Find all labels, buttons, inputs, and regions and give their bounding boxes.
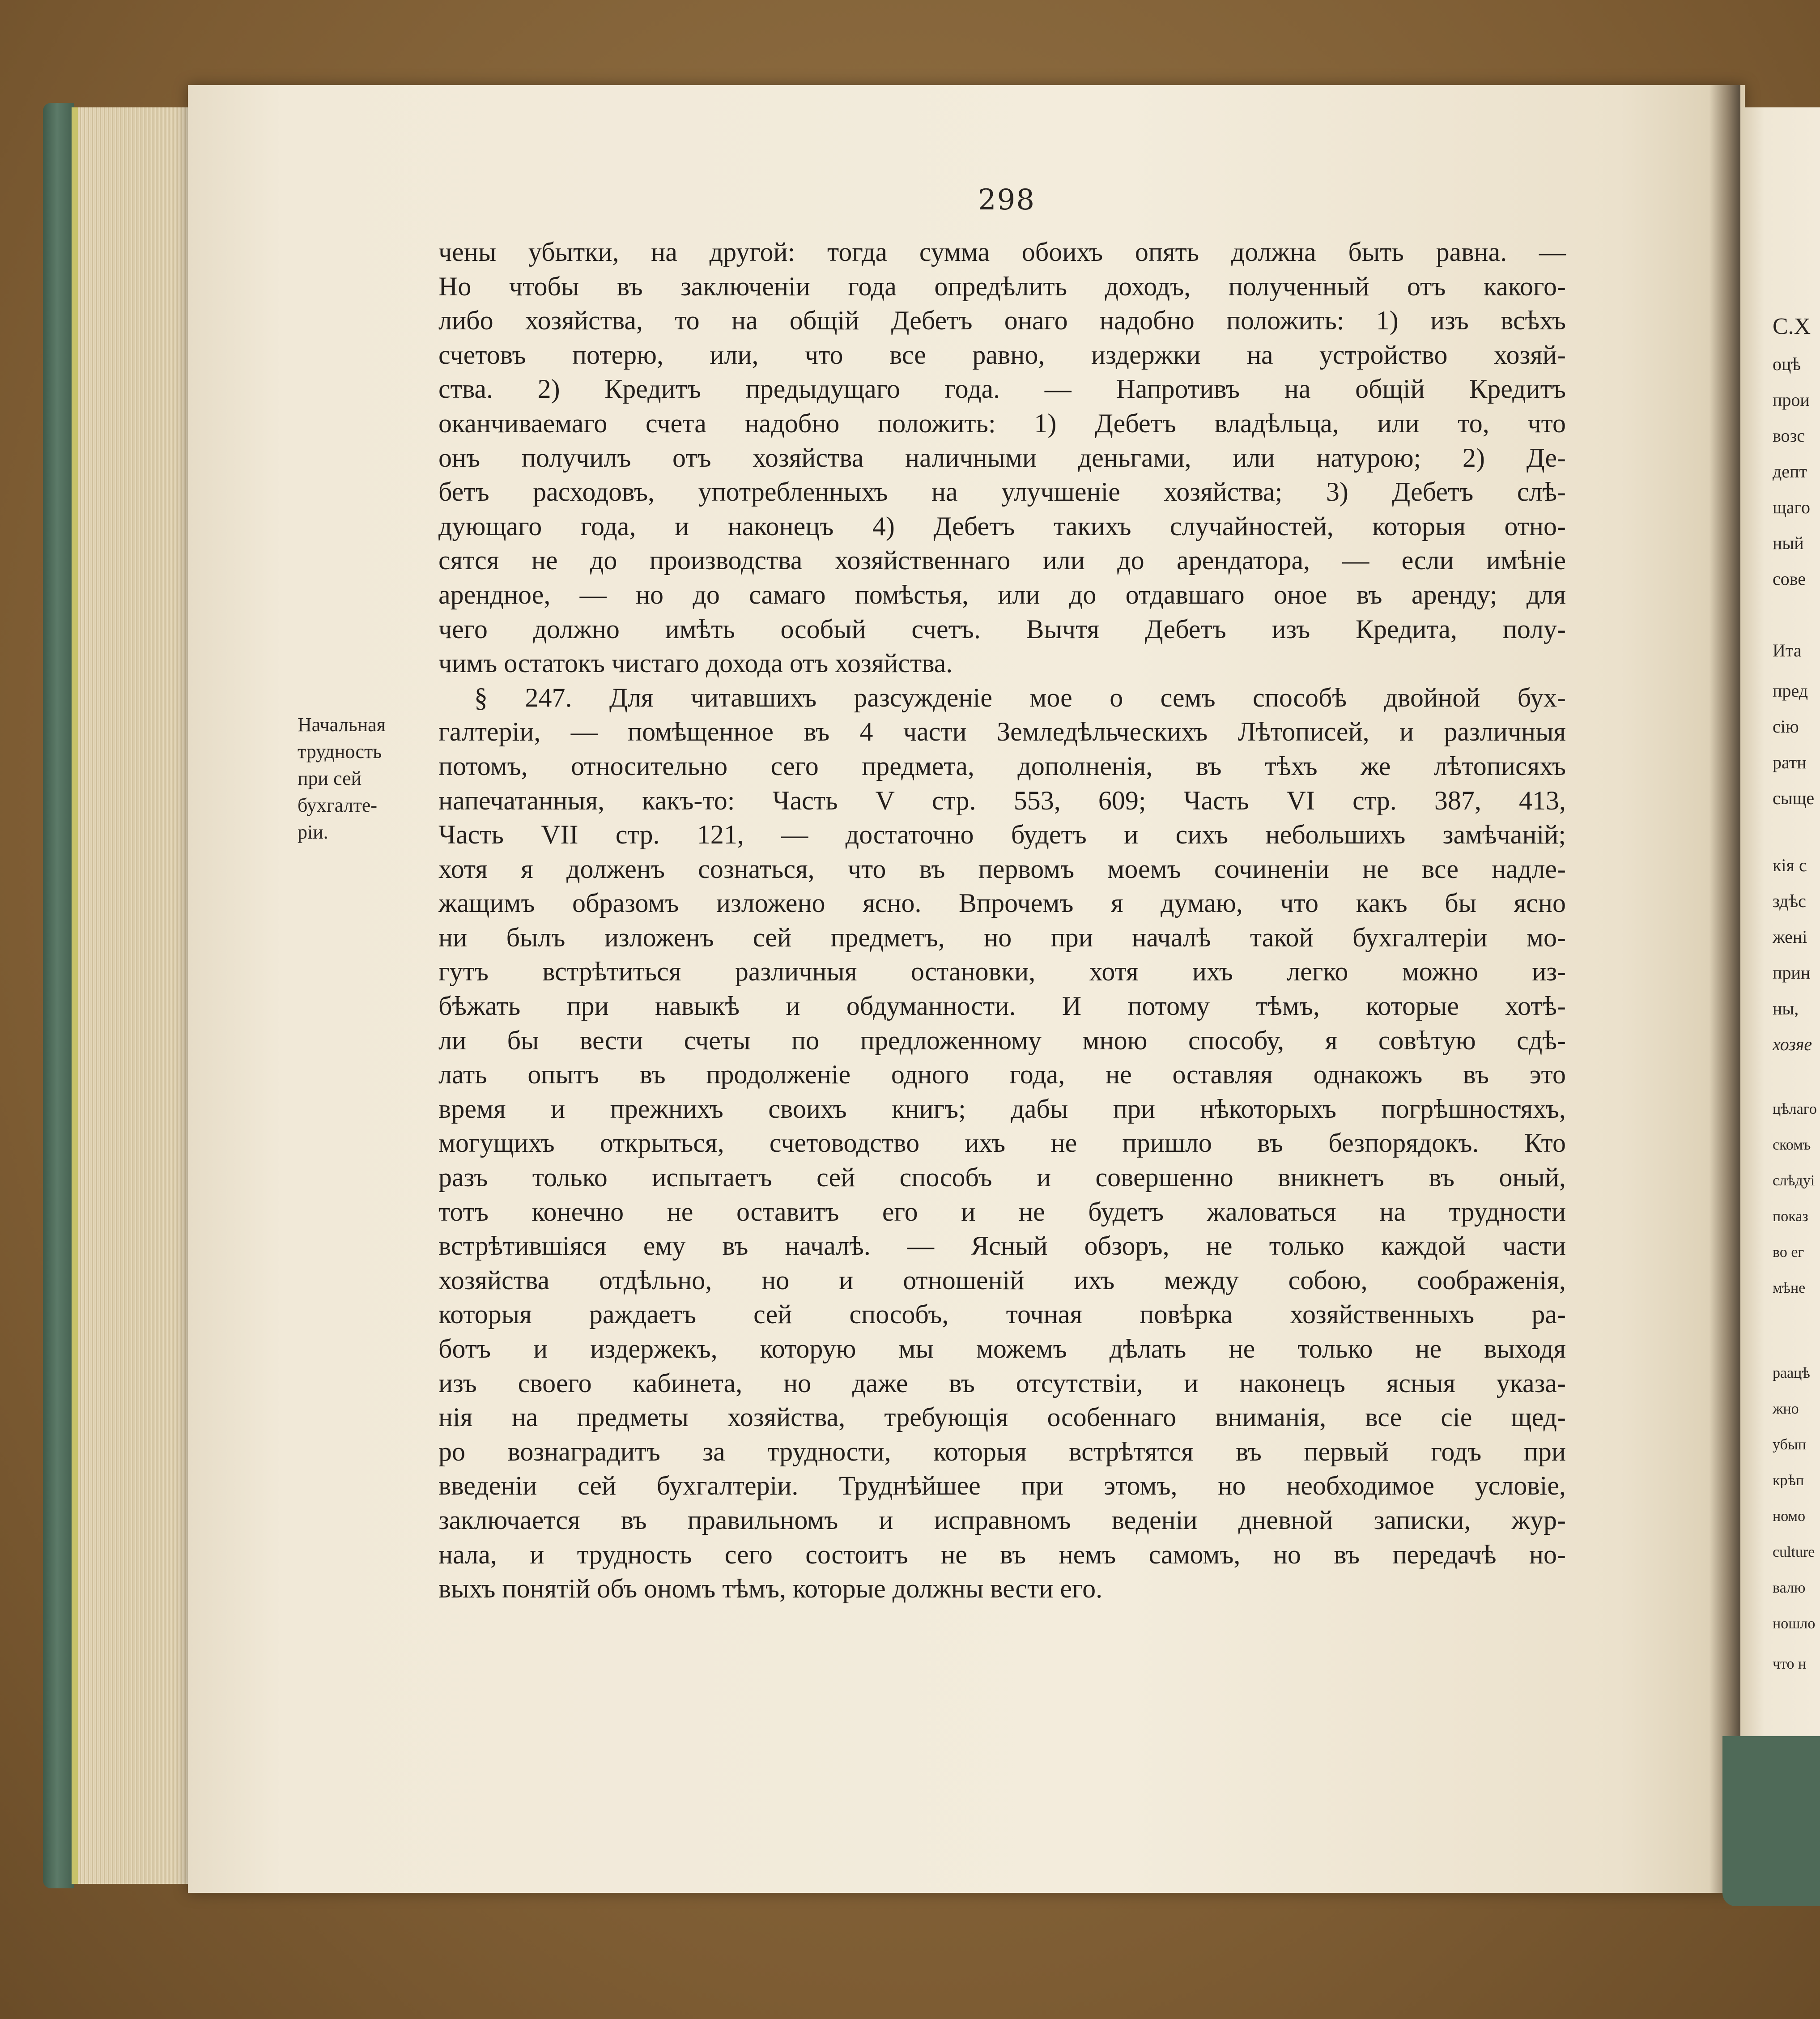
text-line: жащимъ образомъ изложено ясно. Впрочемъ я думаю, что какъ бы ясно: [438, 888, 1566, 918]
text-line: Часть VII стр. 121, — достаточно будетъ и сихъ небольшихъ замѣчаній;: [438, 820, 1566, 850]
margin-note-line: Начальная: [298, 714, 386, 736]
right-fragment: возс: [1773, 426, 1805, 446]
text-line: тотъ конечно не оставитъ его и не будетъ жаловаться на трудности: [438, 1197, 1566, 1227]
right-fragment: щаго: [1773, 497, 1810, 517]
text-line: сятся не до производства хозяйственнаго или до арендатора, — если имѣніе: [438, 545, 1566, 575]
text-line: напечатанныя, какъ-то: Часть V стр. 553, 609; Часть VI стр. 387, 413,: [438, 785, 1566, 815]
right-fragment: что н: [1773, 1656, 1807, 1672]
margin-note-line: трудность: [298, 741, 382, 762]
right-fragment: цѣлаго: [1773, 1101, 1817, 1117]
text-line: введеніи сей бухгалтеріи. Труднѣйшее при этомъ, но необходимое условіе,: [438, 1471, 1566, 1501]
section-start-line: § 247. Для читавшихъ разсужденіе мое о семъ способѣ двойной бух-: [474, 682, 1566, 712]
right-fragment: во ег: [1773, 1244, 1804, 1261]
margin-note-line: при сей: [298, 767, 362, 789]
margin-note: [298, 711, 423, 846]
right-fragment: сыще: [1773, 788, 1815, 808]
right-fragment: слѣдуі: [1773, 1172, 1815, 1189]
right-fragment: С.Х: [1773, 314, 1811, 339]
right-fragment: сове: [1773, 569, 1806, 589]
right-fragment: крѣп: [1773, 1472, 1804, 1489]
text-line: оканчиваемаго счета надобно положить: 1) Дебетъ владѣльца, или то, что: [438, 408, 1566, 438]
text-line: бетъ расходовъ, употребленныхъ на улучшеніе хозяйства; 3) Дебетъ слѣ-: [438, 477, 1566, 507]
right-fragment: жені: [1773, 927, 1807, 947]
right-fragment: пред: [1773, 681, 1808, 701]
text-line: ства. 2) Кредитъ предыдущаго года. — Напротивъ на общій Кредитъ: [438, 374, 1566, 404]
page-number: 298: [978, 183, 1036, 217]
right-fragment: прин: [1773, 963, 1811, 983]
right-fragment: депт: [1773, 461, 1807, 481]
right-fragment: ны,: [1773, 998, 1799, 1018]
text-line: счетовъ потерю, или, что все равно, издержки на устройство хозяй-: [438, 340, 1566, 370]
text-line: дующаго года, и наконецъ 4) Дебетъ такихъ случайностей, которыя отно-: [438, 511, 1566, 541]
text-line: чего должно имѣть особый счетъ. Вычтя Дебетъ изъ Кредита, полу-: [438, 614, 1566, 644]
right-fragment: жно: [1773, 1401, 1799, 1417]
text-line: выхъ понятій объ ономъ тѣмъ, которые должны вести его.: [438, 1574, 1103, 1604]
right-fragment: прои: [1773, 390, 1810, 410]
right-fragment: кія с: [1773, 855, 1807, 875]
text-line: ни былъ изложенъ сей предметъ, но при началѣ такой бухгалтеріи мо-: [438, 922, 1566, 952]
text-line: могущихъ открыться, счетоводство ихъ не пришло въ безпорядокъ. Кто: [438, 1128, 1566, 1158]
text-line: ботъ и издержекъ, которую мы можемъ дѣлать не только не выходя: [438, 1334, 1566, 1363]
text-line: гутъ встрѣтиться различныя остановки, хотя ихъ легко можно из-: [438, 957, 1566, 987]
gutter-shadow: [1709, 85, 1740, 1893]
text-line: бѣжать при навыкѣ и обдуманности. И потому тѣмъ, которые хотѣ-: [438, 991, 1566, 1021]
text-line: ро вознаградитъ за трудности, которыя встрѣтятся въ первый годъ при: [438, 1436, 1566, 1466]
right-fragment: валю: [1773, 1580, 1806, 1596]
text-line: чены убытки, на другой: тогда сумма обоихъ опять должна быть равна. —: [438, 237, 1566, 267]
text-line: арендное, — но до самаго помѣстья, или до отдавшаго оное въ аренду; для: [438, 579, 1566, 609]
right-fragment: сію: [1773, 716, 1799, 737]
right-fragment: оцѣ: [1773, 354, 1801, 374]
right-fragment: мѣне: [1773, 1280, 1806, 1296]
text-line: нала, и трудность сего состоитъ не въ немъ самомъ, но въ передачѣ но-: [438, 1539, 1566, 1569]
text-line: галтеріи, — помѣщенное въ 4 части Земледѣльческихъ Лѣтописей, и различныя: [438, 717, 1566, 747]
right-fragment: номо: [1773, 1508, 1806, 1525]
margin-note-line: бухгалте-: [298, 794, 378, 816]
right-fragment: показ: [1773, 1208, 1808, 1225]
text-line: хозяйства отдѣльно, но и отношеній ихъ между собою, соображенія,: [438, 1265, 1566, 1295]
text-line: онъ получилъ отъ хозяйства наличными деньгами, или натурою; 2) Де-: [438, 443, 1566, 473]
right-fragment: раацѣ: [1773, 1365, 1810, 1381]
text-line: разъ только испытаетъ сей способъ и совершенно вникнетъ въ оный,: [438, 1163, 1566, 1193]
right-fragment: Ита: [1773, 640, 1802, 660]
text-line: время и прежнихъ своихъ книгъ; дабы при нѣкоторыхъ погрѣшностяхъ,: [438, 1094, 1566, 1124]
text-line: либо хозяйства, то на общій Дебетъ онаго надобно положить: 1) изъ всѣхъ: [438, 306, 1566, 336]
right-fragment: culture: [1773, 1544, 1815, 1560]
text-line: заключается въ правильномъ и исправномъ веденіи дневной записки, жур-: [438, 1505, 1566, 1535]
right-fragment: ный: [1773, 533, 1804, 553]
book-cover-left: [43, 103, 74, 1888]
text-line: нія на предметы хозяйства, требующія особеннаго вниманія, все сіе щед-: [438, 1402, 1566, 1432]
right-fragment: здѣс: [1773, 891, 1806, 911]
text-line: лать опытъ въ продолженіе одного года, не оставляя однакожъ въ это: [438, 1060, 1566, 1090]
right-fragment: скомъ: [1773, 1137, 1811, 1153]
body-text: [438, 235, 1566, 1606]
right-fragment: ратн: [1773, 752, 1807, 772]
text-line: встрѣтившіяся ему въ началѣ. — Ясный обзоръ, не только каждой части: [438, 1231, 1566, 1261]
right-fragment: убып: [1773, 1436, 1806, 1453]
text-line: которыя раждаетъ сей способъ, точная повѣрка хозяйственныхъ ра-: [438, 1299, 1566, 1329]
right-fragment: хозяе: [1773, 1034, 1812, 1054]
right-fragment: ношло: [1773, 1615, 1816, 1632]
text-line: потомъ, относительно сего предмета, дополненія, въ тѣхъ же лѣтописяхъ: [438, 751, 1566, 781]
text-line: чимъ остатокъ чистаго дохода отъ хозяйства.: [438, 648, 953, 678]
text-line: изъ своего кабинета, но даже въ отсутствіи, и наконецъ ясныя указа-: [438, 1368, 1566, 1398]
margin-note-line: ріи.: [298, 821, 328, 843]
text-line: Но чтобы въ заключеніи года опредѣлить доходъ, полученный отъ какого-: [438, 271, 1566, 301]
right-page-fragments: [1773, 0, 1820, 2019]
text-line: хотя я долженъ сознаться, что въ первомъ моемъ сочиненіи не все надле-: [438, 854, 1566, 884]
text-line: ли бы вести счеты по предложенному мною способу, я совѣтую сдѣ-: [438, 1025, 1566, 1055]
